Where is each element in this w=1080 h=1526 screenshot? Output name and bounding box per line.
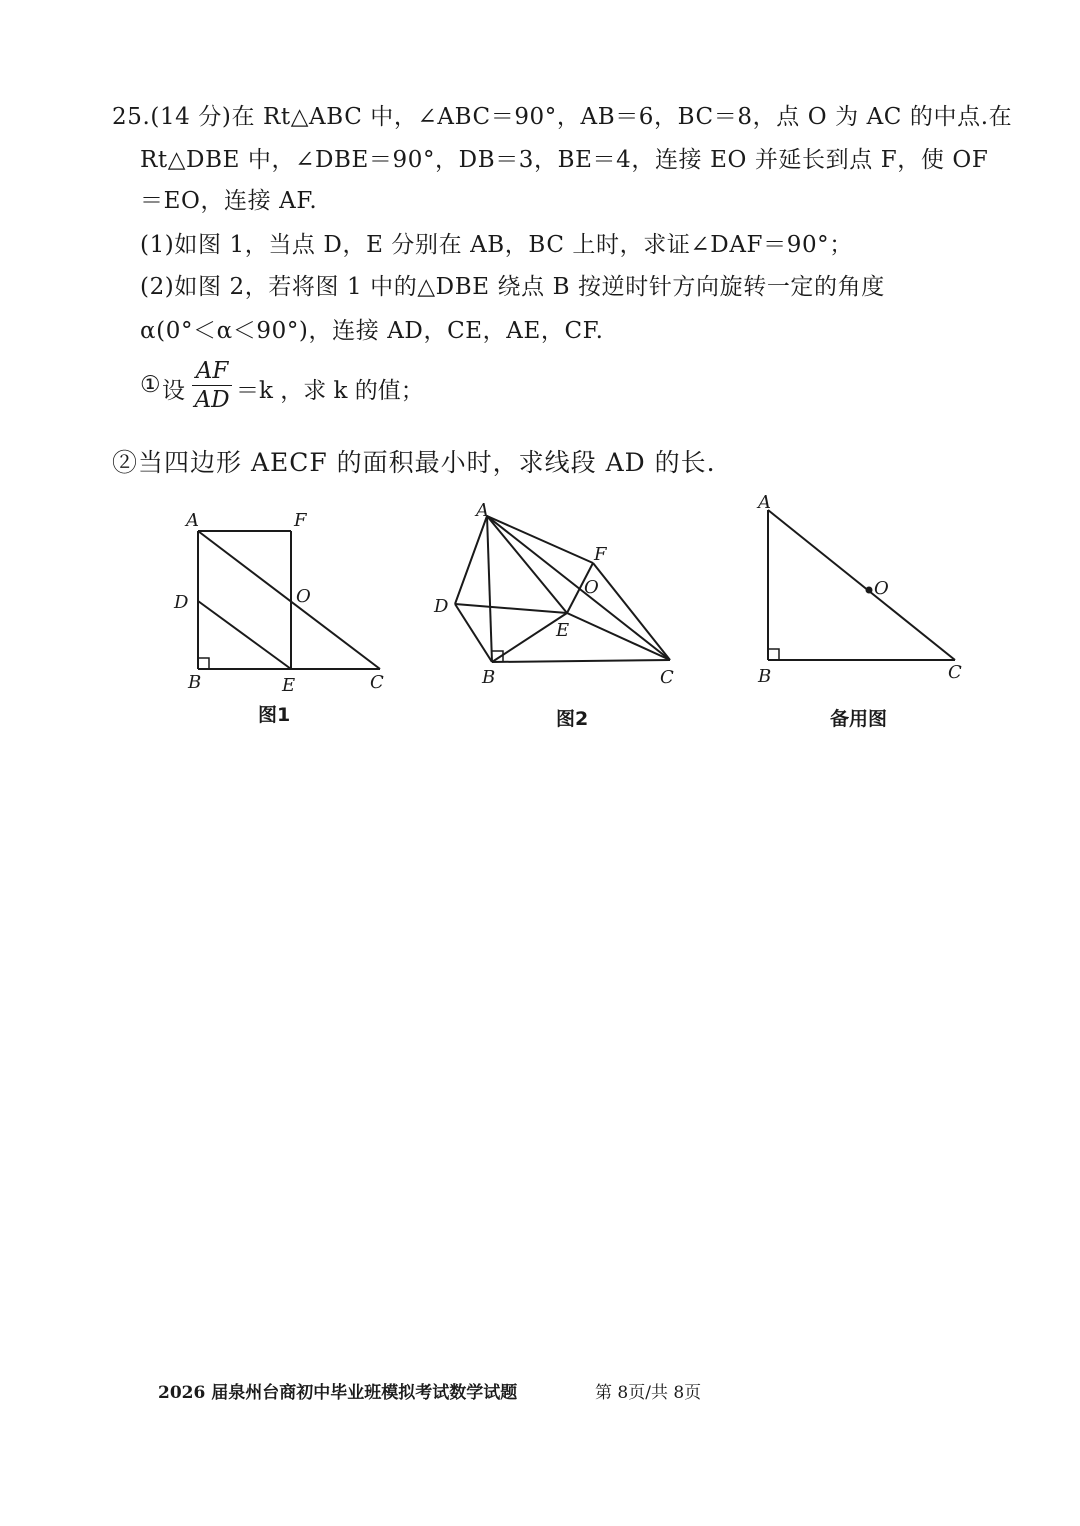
fraction-denominator: AD	[194, 387, 230, 413]
right-angle-mark	[198, 658, 209, 669]
segment-de	[198, 601, 291, 669]
fraction-af-ad	[192, 358, 232, 413]
segment-ac	[198, 531, 380, 669]
figure-1	[170, 488, 400, 726]
label-d: D	[174, 592, 189, 613]
fraction-numerator: AF	[195, 358, 229, 384]
problem-line-3: ＝EO，连接 AF.	[140, 188, 318, 214]
figure-2-caption: 图2	[556, 708, 589, 730]
point-o	[866, 587, 873, 594]
figure-1-diagram	[170, 488, 400, 698]
sub-question-1-suffix: ＝k ，求 k 的值；	[236, 378, 424, 404]
segment-ab	[487, 516, 492, 662]
figure-3-diagram	[750, 488, 980, 698]
problem-line-1: 25.(14 分)在 Rt△ABC 中，∠ABC＝90°，AB＝6，BC＝8，点 O 为 AC 的中点.在	[112, 104, 1013, 130]
label-o: O	[584, 577, 599, 598]
figure-2	[430, 488, 690, 730]
segment-ac	[487, 516, 670, 660]
right-angle-mark	[768, 649, 779, 660]
sub-question-2: ②当四边形 AECF 的面积最小时，求线段 AD 的长.	[112, 448, 716, 477]
label-c: C	[370, 672, 384, 693]
segment-ac	[768, 510, 955, 660]
label-e: E	[556, 620, 570, 641]
label-c: C	[660, 667, 674, 688]
label-b: B	[758, 666, 772, 687]
footer-page-number: 第 8页/共 8页	[595, 1383, 702, 1403]
label-c: C	[948, 662, 962, 683]
figure-3	[750, 488, 980, 730]
part-1-text: (1)如图 1，当点 D，E 分别在 AB，BC 上时，求证∠DAF＝90°；	[140, 232, 853, 258]
label-d: D	[434, 596, 449, 617]
footer-title: 2026 届泉州台商初中毕业班模拟考试数学试题	[158, 1383, 518, 1403]
label-a: A	[758, 492, 771, 513]
label-e: E	[282, 675, 296, 696]
label-f: F	[294, 510, 307, 531]
segment-af	[487, 516, 593, 563]
problem-line-2: Rt△DBE 中，∠DBE＝90°，DB＝3，BE＝4，连接 EO 并延长到点 F，使 OF	[140, 147, 989, 173]
label-a: A	[476, 500, 489, 521]
segment-ae	[487, 516, 567, 613]
fraction-bar	[192, 385, 232, 386]
figure-1-caption: 图1	[258, 704, 291, 726]
label-f: F	[594, 544, 607, 565]
segment-db	[455, 604, 492, 662]
part-2-text-b: α(0°＜α＜90°)，连接 AD，CE，AE，CF.	[140, 318, 604, 344]
segment-fc	[593, 563, 670, 660]
label-b: B	[188, 672, 202, 693]
label-a: A	[186, 510, 199, 531]
part-2-text-a: (2)如图 2，若将图 1 中的△DBE 绕点 B 按逆时针方向旋转一定的角度	[140, 274, 885, 300]
label-b: B	[482, 667, 496, 688]
segment-ad	[455, 516, 487, 604]
segment-bc	[492, 660, 670, 662]
sub-question-1-prefix: 设	[162, 378, 185, 404]
figure-3-caption: 备用图	[830, 708, 888, 730]
figure-2-diagram	[430, 488, 690, 698]
label-o: O	[874, 578, 889, 599]
segment-de	[455, 604, 567, 613]
label-o: O	[296, 586, 311, 607]
sub-question-1-marker: ①	[140, 372, 161, 398]
